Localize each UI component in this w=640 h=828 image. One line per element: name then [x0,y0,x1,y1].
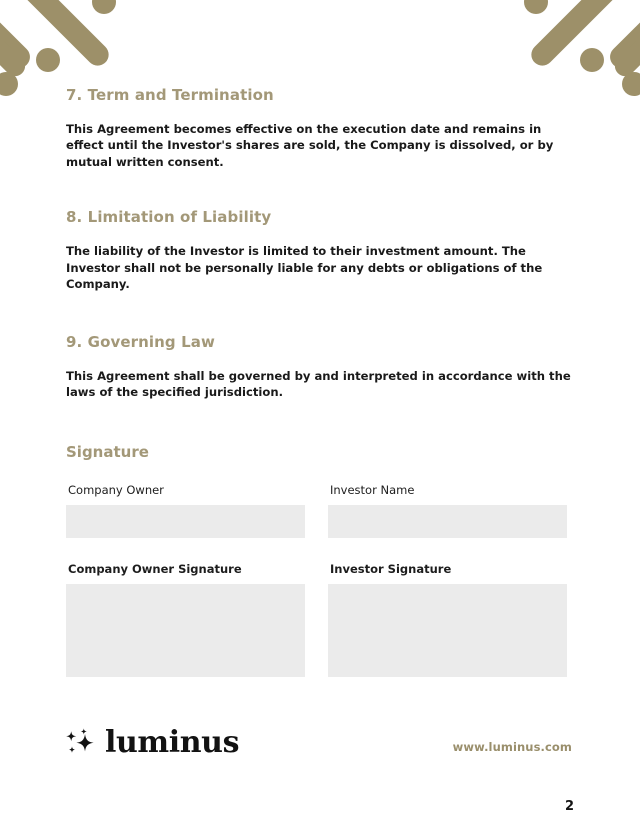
investor-signature-group [328,562,567,677]
logo-wordmark: luminus [105,725,240,760]
signature-name-row [66,483,574,538]
company-owner-label: Company Owner [68,482,164,497]
investor-signature-label: Investor Signature [330,561,452,576]
company-owner-input[interactable] [66,505,305,538]
signature-drawing-row [66,562,574,677]
document-body [66,0,574,677]
signature-section [66,443,574,677]
company-owner-field-group [66,483,305,538]
section-heading: 7. Term and Termination [66,86,274,104]
footer-website-url[interactable]: www.luminus.com [452,740,572,754]
investor-name-label: Investor Name [330,482,415,497]
page-footer [66,718,574,828]
investor-signature-input[interactable] [328,584,567,677]
company-owner-signature-label: Company Owner Signature [68,561,242,576]
section-body: The liability of the Investor is limited to their investment amount. The Investor shall not be personally liable for any debts or obligations of the Company. [66,244,543,292]
section-limitation-of-liability [66,208,574,292]
sparkle-stars-icon [66,728,100,758]
section-term-and-termination [66,86,574,170]
page-number: 2 [564,799,574,814]
section-governing-law [66,333,574,401]
company-owner-signature-group [66,562,305,677]
signature-heading: Signature [66,442,149,461]
company-owner-signature-input[interactable] [66,584,305,677]
section-body: This Agreement becomes effective on the execution date and remains in effect until the Investor's shares are sold, the Company is dissolved, or by mutual written consent. [66,122,554,169]
investor-name-field-group [328,483,567,538]
investor-name-input[interactable] [328,505,567,538]
section-heading: 9. Governing Law [66,332,215,351]
brand-logo [66,725,240,760]
section-heading: 8. Limitation of Liability [66,208,272,227]
section-body: This Agreement shall be governed by and interpreted in accordance with the laws of the specified jurisdiction. [66,368,571,400]
